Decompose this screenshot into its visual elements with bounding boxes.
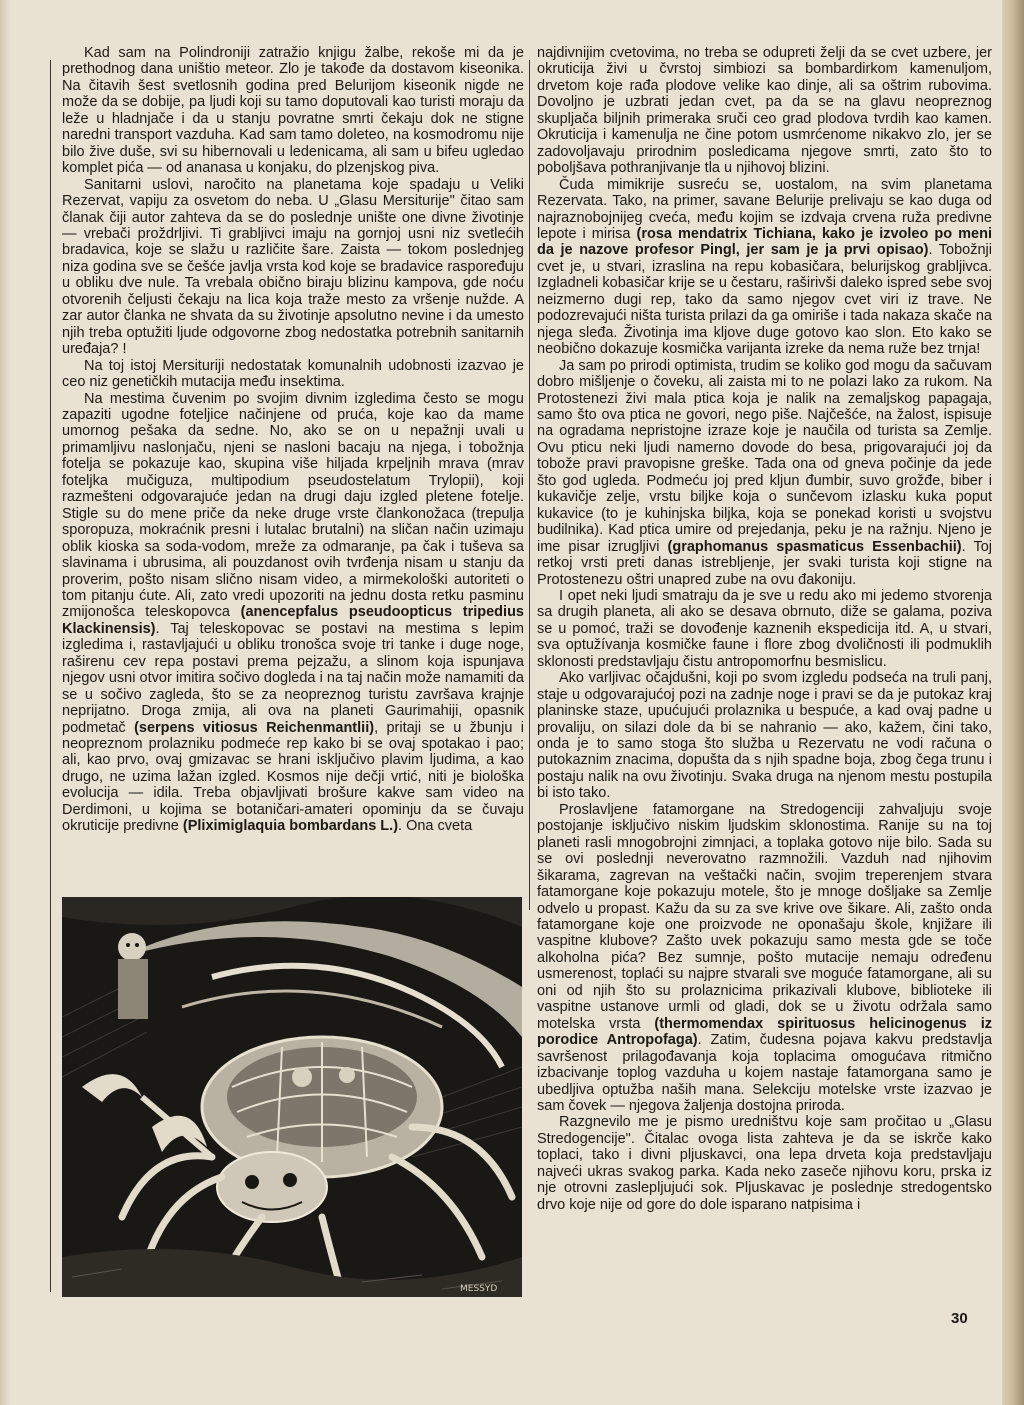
paragraph: Proslavljene fatamorgane na Stredogenciji zahvaljuju svoje postojanje isključivo niskim ljudskim sklonostima. Ranije su na toj planeti rasli mnogobrojni zimnjaci, a toplaka gotovo nije bilo. Sada su se ovi poslednji neverovatno razmnožili. Vazduh nad njihovim šikarama, zagrevan na veštački način, svojim treperenjem stvara fatamorgane koje pokazuju motele, što je mnoge došljake sa Zemlje odvelo u propast. Kažu da su za sve krive ove šikare. Ali, zašto onda fatamorgane koje one proizvode ne oponašaju škole, knjižare ili vaspitne klubove? Zašto uvek pokazuju samo mesta gde se toče alkoholna pića? Bez sumnje, pošto mutacije nemaju određenu usmerenost, toplaći su najpre stvarali sve moguće fatamorgane, ali su oni od njih što su prolaznicima prikazivali klubove, biblioteke ili vaspitne ustanove urmli od gladi, dok se u životu održala samo motelska vrsta (thermomendax spirituosus helicinogenus iz porodice Antropofaga). Zatim, čudesna pojava kakvu predstavlja savršenost prilagođavanja koja toplacima omogućava ritmično izbacivanje toplog vazduha u kojem nastaje fatamorgana samo je ubedljiva optužba naših mana. Selekciju motelske vrste izazvao je sam čovek — njegova žaljenja dostojna priroda. [537, 801, 992, 1114]
page-left-shadow [0, 0, 10, 1405]
insect-machine-drawing [62, 897, 522, 1297]
page-right-edge [1002, 0, 1024, 1405]
right-text-column [537, 45, 992, 1289]
creature-illustration [62, 897, 522, 1297]
left-margin-rule [50, 60, 51, 1292]
paragraph: Na mestima čuvenim po svojim divnim izgledima često se mogu zapaziti ugodne foteljice načinjene od pruća, koje kao da mame umornog pešaka da sedne. No, ako se on u nepažnji uvali u primamljivu naslonjaču, njeni se nasloni bacaju na njega, i tobožnja fotelja se pokazuje kao, skupina više hiljada krpeljnih mrava (mrav fotelјka mučiguza, multipodium pseudostelatum Trylopii), koji razmešteni odgovarajuće jedan na drugi daju izgled pletene fotelje. Stigle su do mene priče da neke druge vrste člankonožaca (trepulja sporopuza, mokraćnik presni i lutalac brutalni) na sličan način uzimaju oblik kioska sa soda-vodom, mreže za odmaranje, pa čak i tuševa sa slavinama i ubrusima, ali pouzdanost ovih tvrđenja nisam u stanju da proverim, pošto nisam slično nisam video, a mirmekološki autoriteti o tom pitanju ćute. Ali, zato vredi upozoriti na jednu dosta retku pasminu zmijonošca teleskopovca (anencepfalus pseudoopticus tripedius Klackinensis). Taj teleskopovac se postavi na mestima s lepim izgledima i, rastavljajući u obliku tronošca svoje tri tanke i duge noge, raširenu cev repa postavi prema pejzažu, a slinom koja ispunjava njegov usni otvor imitira sočivo dogleda i na taj način može namamiti da se u sočivo zagleda, što se za neopreznog turistu završava krajnje neprijatno. Droga zmija, ali ova na planeti Gaurimahiji, opasnik podmetač (serpens vitiosus Reichenmantlii), pritaji se u žbunju i neopreznom prolazniku podmeće rep kako bi se ovaj spotakao i pao; ali, kao prvo, ovaj gmizavac se hrani isključivo plavim ljudima, a kao drugo, ne uzima lažan izgled. Kosmos nije dečji vrtić, niti je biološka evolucija — idila. Treba objavljivati brošure kakve sam video na Derdimoni, u kojima se botaničari-amateri opominju da se čuvaju okruticije predivne (Pliximiglaquia bombardans L.). Ona cveta [62, 390, 524, 835]
paragraph: Na toj istoj Mersituriji nedostatak komunalnih udobnosti izazvao je ceo niz genetičkih mutacija među insektima. [62, 357, 524, 391]
paragraph: Ja sam po prirodi optimista, trudim se koliko god mogu da sačuvam dobro mišljenje o čoveku, ali zaista mi to ne polazi lako za rukom. Na Protostenezi živi mala ptica koja je nalik na zemaljskog papagaja, samo što ova ptica ne govori, nego piše. Najčešće, na žalost, ispisuje na ogradama nepristojne izraze koje je naučila od turista sa Zemlje. Ovu pticu neki ljudi namerno dovode do besa, prigovarajući joj da tobože pravi pravopisne greške. Tada ona od gneva počinje da jede što god ugleda. Podmeću joj pred kljun đumbir, suvo grožđe, biber i kukavičje zelje, vrstu biljke koja o sunčevom izlasku kuka poput kukavice (to je kuhinjska biljka, koja se ponekad koristi u svojstvu budilnika). Kad ptica umire od prejedanja, peku je na ražnju. Njeno je ime pisar izrugljivi (graphomanus spasmaticus Essenbachii). Toj retkoj vrsti preti danas istrebljenje, jer svaki turista koji stigne na Protostenezu oštri unapred zube na ovu đakoniju. [537, 357, 992, 588]
species-name: (serpens vitiosus Reichenmantlii) [134, 719, 375, 736]
species-name: (graphomanus spasmaticus Essenbachii) [667, 538, 962, 555]
paragraph: Kad sam na Polindroniji zatražio knjigu žalbe, rekoše mi da je prethodnog dana uništio meteor. Zlo je takođe da dostavom kiseonika. Na čitavih šest svetlosnih godina pred Belurijom kiseonik nigde ne može da se dobije, pa ljudi koji su tamo doputovali kao turisti moraju da leže u hladnjače i da u stanju povratne smrti čekaju dok ne stigne naredni transport vazduha. Kad sam tamo doleteo, na kosmodromu nije bilo žive duše, svi su hibernovali u ledenicama, ali sam u bifeu ugledao komplet pića — od ananasa u konjaku, do plzenjskog piva. [62, 45, 524, 177]
species-name: (rosa mendatrix Tichiana, kako je izvoleo po meni da je nazove profesor Pingl, jer sam je ja prvi opisao) [537, 225, 992, 259]
species-name: (anencepfalus pseudoopticus tripedius Klackinensis) [62, 604, 524, 637]
paragraph: najdivnijim cvetovima, no treba se odupreti želji da se cvet uzbere, jer okruticija živi u čvrstoj simbiozi sa bombardirkom kamenuljom, drvetom koje rađa plodove velike kao dinje, ali sa oštrim rubovima. Dovoljno je uzbrati jedan cvet, pa da se na glavu neopreznog skupljača biljnih primeraka sruči ceo grad plodova tvrdih kao kamen. Okruticija i kamenulja ne čine potom usmrćenome nikakvo zlo, jer se zadovoljavaju prirodnim posledicama njegove smrti, zato što to poboljšava pothranjivanje tla u njihovoj blizini. [537, 45, 992, 177]
species-name: (Pliximiglaquia bombardans L.) [182, 818, 399, 835]
paragraph: Razgnevilo me je pismo uredništvu koje sam pročitao u „Glasu Stredogencije". Čitalac ovoga lista zahteva je da se iskrče kako toplaci, tako i divni pljuskavci, ona lepa drveta koja predstavljaju najveći ukras svakog parka. Kada neko zaseče njihovu koru, prska iz nje otrovni zaslepljujući sok. Pljuskavac je poslednje stredogentsko drvo koje nije od gore do dole isparano natpisima i [537, 1114, 992, 1213]
page-number: 30 [951, 1310, 968, 1327]
column-divider-rule [529, 60, 530, 910]
illustrator-signature: MESSYD [460, 1284, 498, 1294]
species-name: (thermomendax spirituosus helicinogenus iz porodice Antropofaga) [537, 1015, 992, 1049]
left-text-column [62, 45, 524, 893]
paragraph: Sanitarni uslovi, naročito na planetama koje spadaju u Veliki Rezervat, vapiju za osvetom do neba. U „Glasu Mersiturije" čitao sam članak čiji autor zahteva da se do poslednje unište one divne životinje — vrebači proždrljivi. Ti grabljivci imaju na gornjoj usni niz svetlećih bradavica, koje se slažu u različite šare. Zaista — tokom poslednjeg niza godina sve se češće javlja vrsta kod koje se bradavice raspoređuju u obliku dve nule. Ta vrebala obično biraju blizinu kampova, gde noću otvorenih čeljusti čekaju na lica koja traže mesto za vršenje nužde. A zar autor članka ne shvata da su životinje apsolutno nevine i da umesto njih treba optužiti ljude odgovorne zbog nedostatka potrebnih sanitarnih uređaja? ! [62, 176, 524, 358]
paragraph: Ako varljivac očajdušni, koji po svom izgledu podseća na truli panj, staje u odgovarajućoj pozi na zadnje noge i pravi se da je putokaz kraj planinske staze, upućujući prolaznika u bespuće, a kad ovaj padne u provaliju, on silazi dole da bi se nahranio — ako, kažem, čini tako, onda je to samo stoga što služba u Rezervatu ne vodi računa o putokaznim znacima, dopušta da s njih spadne boja, zbog čega trunu i postaju nalik na ovu životinju. Svaka druga na njenom mestu postupila bi isto tako. [537, 670, 992, 802]
paragraph: Čuda mimikrije susreću se, uostalom, na svim planetama Rezervata. Tako, na primer, savane Belurije prelivaju se kao duga od najraznobojnijeg cveća, među kojim se izdvaja crvena ruža predivne lepote i mirisa (rosa mendatrix Tichiana, kako je izvoleo po meni da je nazove profesor Pingl, jer sam je ja prvi opisao). Tobožnji cvet je, u stvari, izraslina na repu kobasičara, belurijskog grabljivca. Izgladneli kobasičar krije se u čestaru, raširivši daleko ispred sebe svoj neizmerno dugi rep, tako da samo njegov cvet viri iz trave. Ne podozrevajući ništa turista prilazi da ga omiriše i tada nakaza skače na njega sleđa. Životinja ima kljove duge gotovo kao slon. Eto kako se neobično dokazuje kosmička varijanta izreke da nema ruže bez trnja! [537, 176, 992, 358]
paragraph: I opet neki ljudi smatraju da je sve u redu ako mi jedemo stvorenja sa drugih planeta, ali ako se desava obrnuto, diže se galama, poziva se u pomoć, traži se dovođenje kaznenih ekspedicija itd. A, u stvari, sva optužívanja kosmičke faune i flore zbog dvoličnosti ili podmuklih sklonosti predstavljaju čistu antropomorfnu besmislicu. [537, 587, 992, 670]
